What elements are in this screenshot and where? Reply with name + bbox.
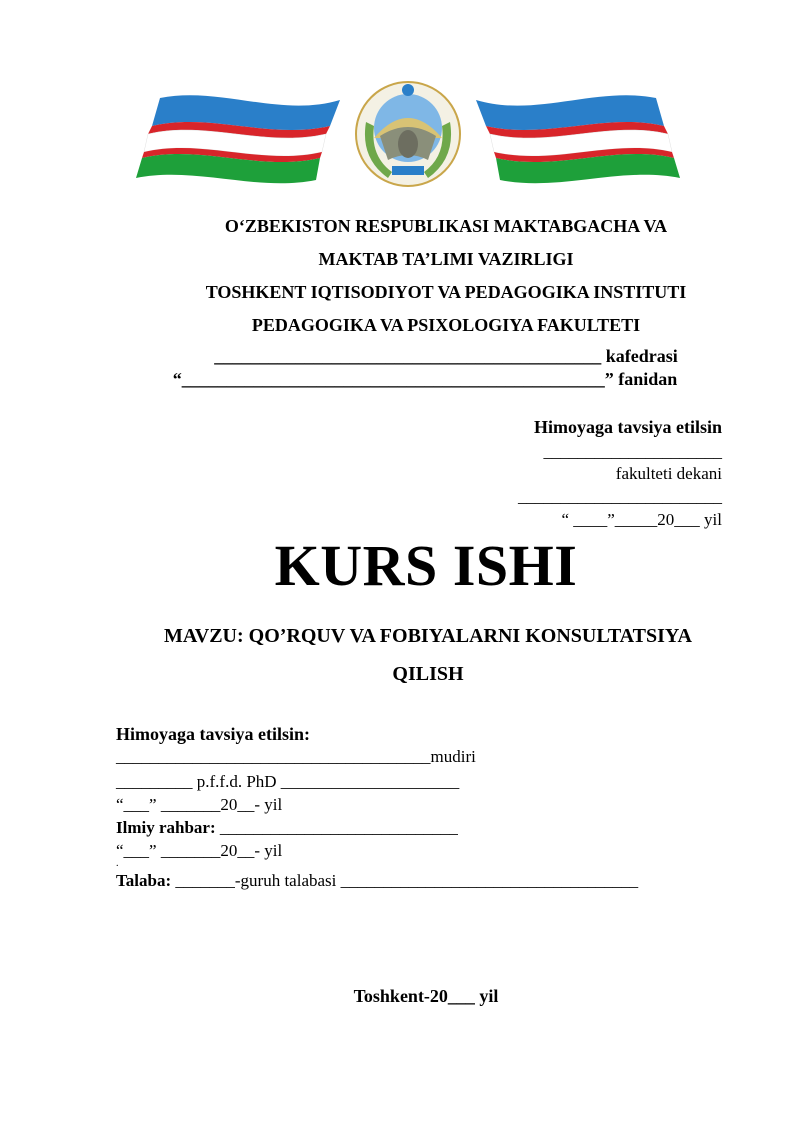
date-line-1: “___” _______20__- yil bbox=[116, 795, 283, 814]
institute-name: TOSHKENT IQTISODIYOT VA PEDAGOGIKA INSTITUTI bbox=[205, 282, 687, 302]
coat-of-arms bbox=[356, 82, 460, 186]
phd-line: _________ p.f.f.d. PhD _____________________ bbox=[116, 772, 460, 791]
topic-line-1: MAVZU: QO’RQUV VA FOBIYALARNI KONSULTATSIYA bbox=[164, 625, 692, 647]
approval-title: Himoyaga tavsiya etilsin bbox=[534, 417, 722, 437]
student-line bbox=[116, 871, 638, 891]
student-blank: _______-guruh talabasi ___________________________________ bbox=[171, 871, 639, 890]
approval-signature-line: _____________________ bbox=[543, 442, 722, 461]
faculty-name: PEDAGOGIKA VA PSIXOLOGIYA FAKULTETI bbox=[251, 315, 641, 335]
ministry-line-1: O‘ZBEKISTON RESPUBLIKASI MAKTABGACHA VA bbox=[224, 216, 668, 236]
flag-left bbox=[136, 95, 340, 183]
student-label: Talaba: bbox=[116, 871, 172, 890]
advisor-blank: ____________________________ bbox=[215, 818, 458, 837]
advisor-line bbox=[116, 818, 458, 838]
advisor-label: Ilmiy rahbar: bbox=[116, 818, 216, 837]
recommend-label: Himoyaga tavsiya etilsin: bbox=[116, 724, 310, 744]
department-line: ___________________________________________ kafedrasi bbox=[214, 346, 678, 366]
date-line-2: “___” _______20__- yil bbox=[116, 841, 283, 860]
topic-line-2: QILISH bbox=[392, 663, 464, 685]
subject-line: “_______________________________________________” fanidan bbox=[172, 369, 678, 389]
stray-dot: . bbox=[116, 858, 119, 869]
dean-label: fakulteti dekani bbox=[615, 464, 722, 483]
approval-date: “ ____”_____20___ yil bbox=[561, 510, 722, 529]
ministry-line-2: MAKTAB TA’LIMI VAZIRLIGI bbox=[318, 249, 574, 269]
city-year: Toshkent-20___ yil bbox=[353, 986, 499, 1006]
state-emblem-banner bbox=[130, 78, 686, 188]
document-title: KURS ISHI bbox=[274, 533, 578, 598]
flag-right bbox=[476, 95, 680, 183]
dean-name-line: ________________________ bbox=[518, 487, 722, 506]
head-signature-line: _____________________________________mudiri bbox=[116, 747, 476, 766]
